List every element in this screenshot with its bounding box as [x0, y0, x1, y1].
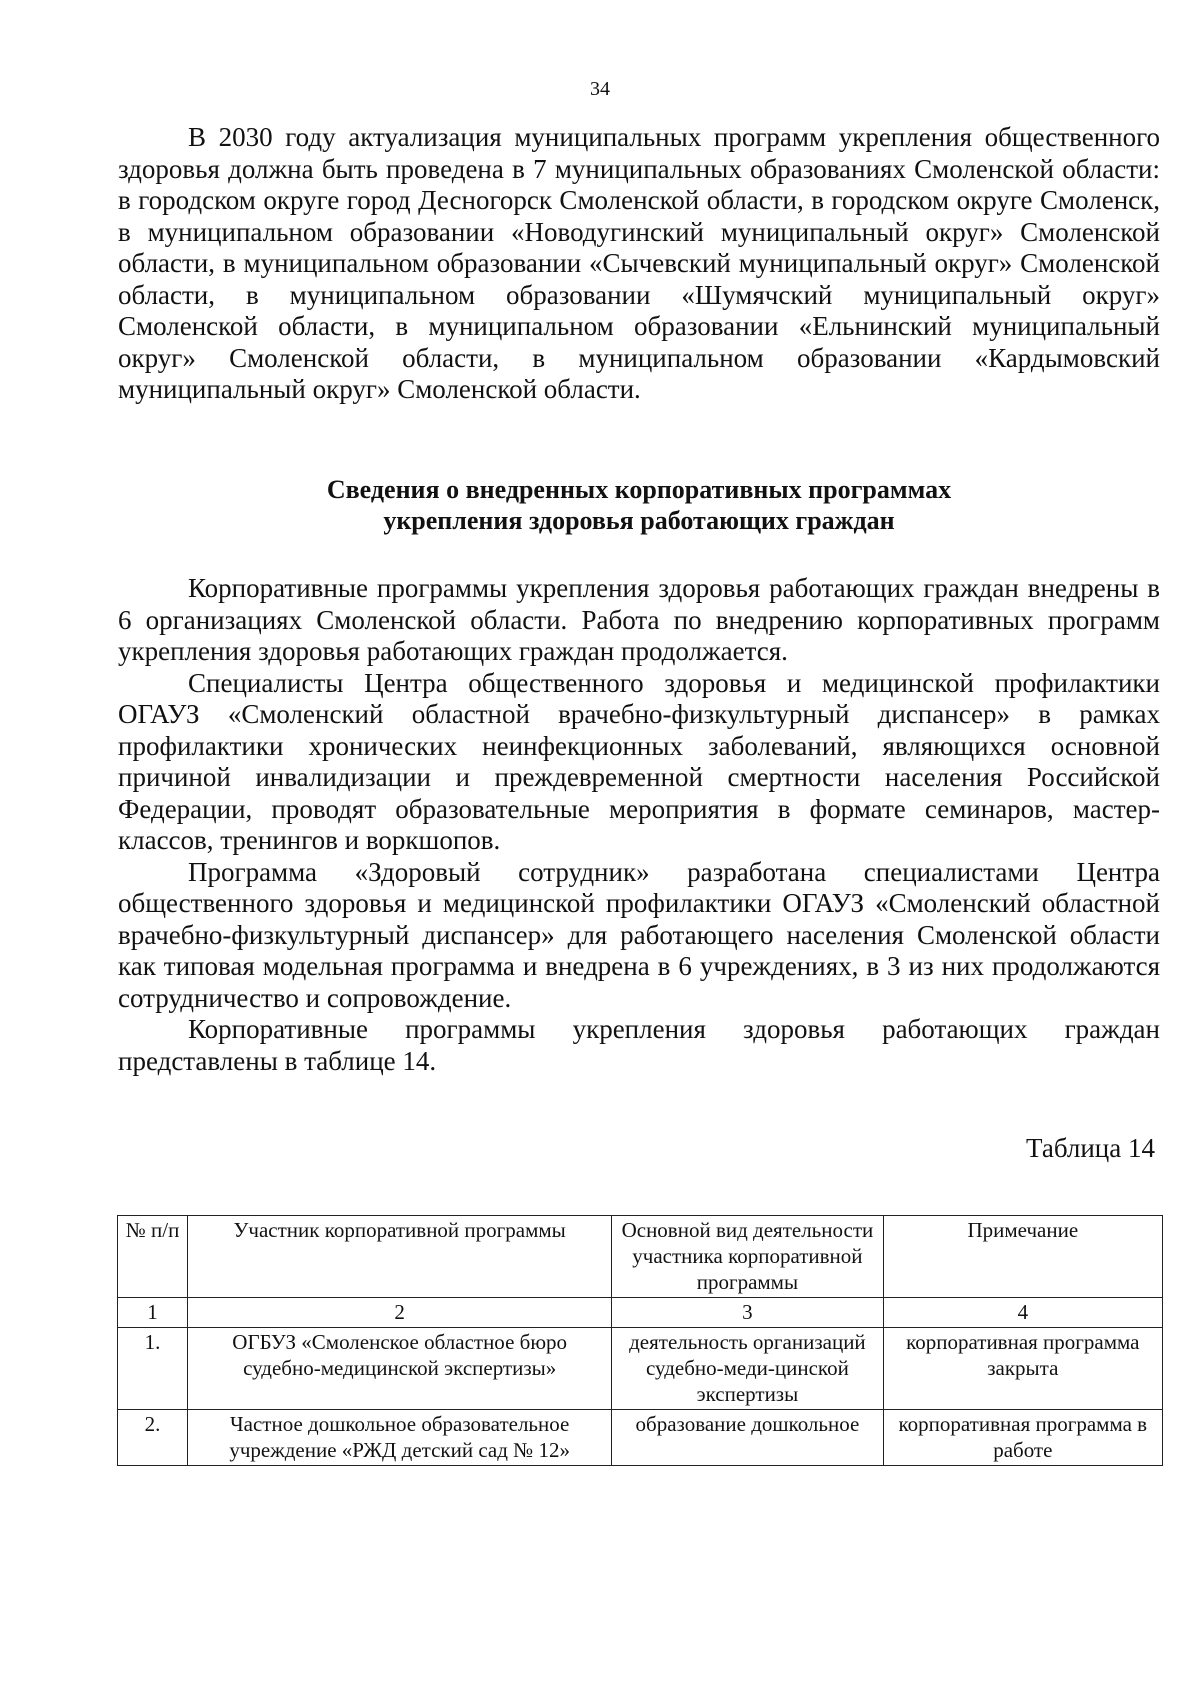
- row-note: корпоративная программа закрыта: [883, 1328, 1162, 1410]
- row-note: корпоративная программа в работе: [883, 1410, 1162, 1466]
- paragraph: Специалисты Центра общественного здоровья и медицинской профилактики ОГАУЗ «Смоленский областной врачебно-физкультурный диспансер» в рамках профилактики хронических неинфекционных заболеваний, являющихся основной причиной инвалидизации и преждевременной смертности населения Российской Федерации, проводят образовательные мероприятия в формате семинаров, мастер-классов, тренингов и воркшопов.: [118, 667, 1160, 855]
- page-number: 34: [590, 78, 610, 100]
- column-number: 3: [612, 1298, 883, 1328]
- table-caption: Таблица 14: [1026, 1133, 1155, 1163]
- column-number: 1: [118, 1298, 188, 1328]
- section-heading-line-2: укрепления здоровья работающих граждан: [383, 506, 895, 535]
- paragraph: Корпоративные программы укрепления здоровья работающих граждан внедрены в 6 организациях Смоленской области. Работа по внедрению корпоративных программ укрепления здоровья работающих граждан продолжается.: [118, 573, 1160, 666]
- header-participant: Участник корпоративной программы: [188, 1216, 612, 1298]
- row-participant: Частное дошкольное образовательное учреждение «РЖД детский сад № 12»: [188, 1410, 612, 1466]
- row-num: 2.: [118, 1410, 188, 1466]
- table-row: [118, 1328, 1163, 1410]
- header-note: Примечание: [883, 1216, 1162, 1298]
- corporate-programs-table: [117, 1215, 1163, 1466]
- paragraph: Программа «Здоровый сотрудник» разработана специалистами Центра общественного здоровья и медицинской профилактики ОГАУЗ «Смоленский областной врачебно-физкультурный диспансер» для работающего населения Смоленской области как типовая модельная программа и внедрена в 6 учреждениях, в 3 из них продолжаются сотрудничество и сопровождение.: [118, 856, 1160, 1013]
- main-text: [118, 573, 1160, 1077]
- header-num: № п/п: [118, 1216, 188, 1298]
- row-activity: образование дошкольное: [612, 1410, 883, 1466]
- paragraph: Корпоративные программы укрепления здоровья работающих граждан представлены в таблице 14.: [118, 1014, 1160, 1076]
- section-heading-line-1: Сведения о внедренных корпоративных программах: [326, 475, 952, 504]
- intro-section: [118, 122, 1160, 406]
- section-heading: [118, 474, 1160, 536]
- column-number-row: [118, 1298, 1163, 1328]
- table-row: [118, 1410, 1163, 1466]
- intro-paragraph: В 2030 году актуализация муниципальных программ укрепления общественного здоровья должна быть проведена в 7 муниципальных образованиях Смоленской области: в городском округе город Десногорск Смоленской области, в городском округе Смоленск, в муниципальном образовании «Новодугинский муниципальный округ» Смоленской области, в муниципальном образовании «Сычевский муниципальный округ» Смоленской области, в муниципальном образовании «Шумячский муниципальный округ» Смоленской области, в муниципальном образовании «Ельнинский муниципальный округ» Смоленской области, в муниципальном образовании «Кардымовский муниципальный округ» Смоленской области.: [118, 122, 1160, 404]
- table-header-row: [118, 1216, 1163, 1298]
- header-activity: Основной вид деятельности участника корпоративной программы: [612, 1216, 883, 1298]
- column-number: 4: [883, 1298, 1162, 1328]
- column-number: 2: [188, 1298, 612, 1328]
- row-num: 1.: [118, 1328, 188, 1410]
- row-participant: ОГБУЗ «Смоленское областное бюро судебно-медицинской экспертизы»: [188, 1328, 612, 1410]
- row-activity: деятельность организаций судебно-меди-цинской экспертизы: [612, 1328, 883, 1410]
